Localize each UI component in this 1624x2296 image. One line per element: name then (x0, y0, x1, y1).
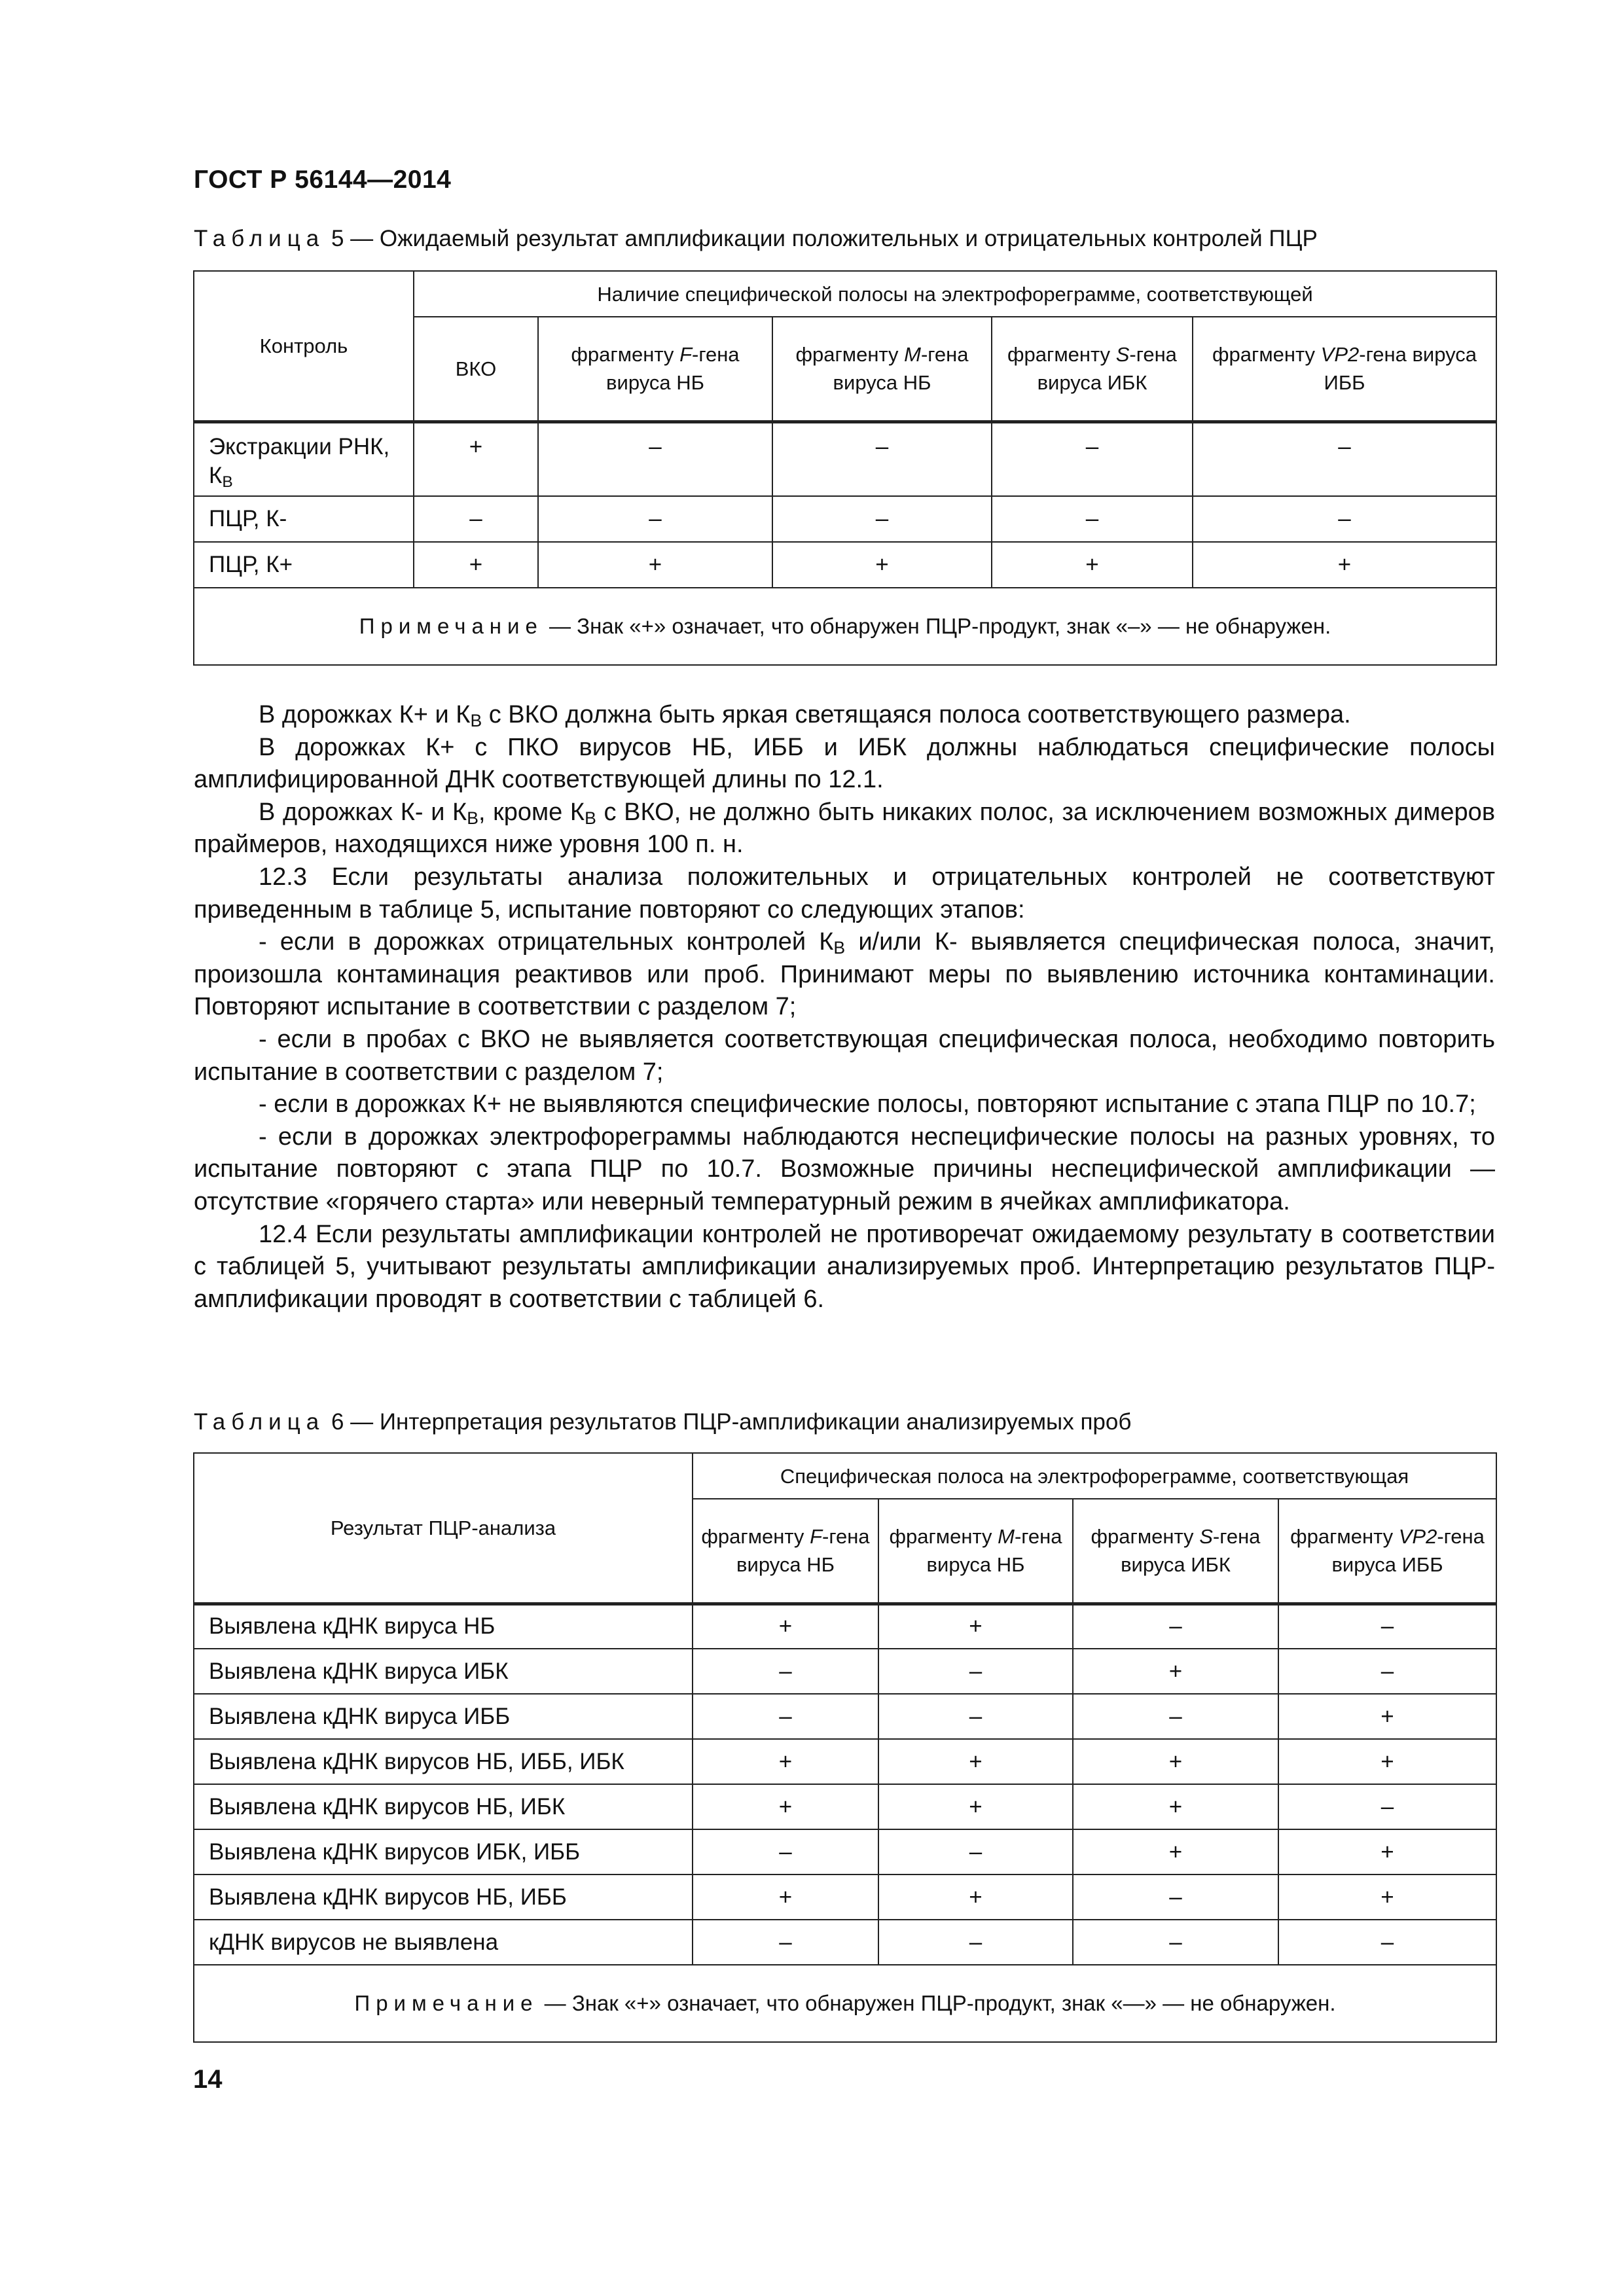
table6-header-result: Результат ПЦР-анализа (194, 1453, 693, 1604)
table5-cell: – (772, 496, 992, 542)
table6-cell: – (1278, 1784, 1496, 1829)
paragraph: - если в пробах с ВКО не выявляется соответствующая специфическая полоса, необходимо повторить испытание в соответствии с разделом 7; (194, 1025, 1495, 1086)
table5-caption (194, 226, 1318, 252)
table6-cell: – (878, 1694, 1073, 1739)
paragraph: В дорожках К+ и $К_В$ с ВКО должна быть яркая светящаяся полоса соответствующего размера. (259, 701, 1351, 730)
table-row (194, 1920, 1496, 1965)
table-row (194, 1694, 1496, 1739)
table6-caption-word: Таблица (194, 1409, 325, 1435)
table6-header-vp2: фрагменту VP2-гена вируса ИББ (1278, 1499, 1496, 1604)
table5-cell: + (538, 542, 772, 588)
table6-cell: – (1278, 1920, 1496, 1965)
table6-cell: – (1278, 1649, 1496, 1694)
table6-row-label: Выявлена кДНК вирусов НБ, ИББ, ИБК (194, 1739, 693, 1784)
table6-cell: + (693, 1784, 878, 1829)
table5-caption-text: 5 — Ожидаемый результат амплификации положительных и отрицательных контролей ПЦР (331, 226, 1318, 251)
table5-header-s: фрагменту S-гена вируса ИБК (992, 317, 1193, 422)
table5-header-group: Наличие специфической полосы на электрофореграмме, соответствующей (414, 271, 1496, 317)
table6-cell: + (1278, 1694, 1496, 1739)
table6-cell: + (1278, 1829, 1496, 1874)
document-code: ГОСТ Р 56144—2014 (194, 166, 452, 194)
table6-cell: + (693, 1604, 878, 1649)
table5-cell: – (772, 422, 992, 496)
table6-row-label: кДНК вирусов не выявлена (194, 1920, 693, 1965)
table6-row-label: Выявлена кДНК вируса НБ (194, 1604, 693, 1649)
table6-row-label: Выявлена кДНК вирусов НБ, ИББ (194, 1874, 693, 1920)
table6-cell: + (878, 1784, 1073, 1829)
table5-row-label: ПЦР, К- (194, 496, 414, 542)
table-row (194, 1874, 1496, 1920)
body-text (194, 699, 1495, 1316)
table-row (194, 1784, 1496, 1829)
table5-cell: – (538, 496, 772, 542)
table6-cell: + (693, 1739, 878, 1784)
table5-cell: – (992, 496, 1193, 542)
table6-row-label: Выявлена кДНК вирусов НБ, ИБК (194, 1784, 693, 1829)
table5-cell: + (1193, 542, 1496, 588)
table6-cell: + (1278, 1739, 1496, 1784)
table6 (193, 1452, 1497, 2043)
table5-note: Примечание — Знак «+» означает, что обнаружен ПЦР-продукт, знак «–» — не обнаружен. (194, 588, 1496, 665)
table5-header-control: Контроль (194, 271, 414, 422)
paragraph: - если в дорожках отрицательных контролей $К_В$ и/или К- выявляется специфическая полоса, значит, произошла контаминация реактивов или проб. Принимают меры по выявлению источника контаминации. Повторяют испытание в соответствии с разделом 7; (194, 928, 1495, 1021)
table5-cell: – (414, 496, 538, 542)
table-row (194, 1829, 1496, 1874)
table-row (194, 422, 1496, 496)
paragraph: В дорожках К- и $К_В$, кроме $К_В$ с ВКО, не должно быть никаких полос, за исключением возможных димеров праймеров, находящихся ниже уровня 100 п. н. (194, 798, 1496, 859)
table-row (194, 1604, 1496, 1649)
paragraph: В дорожках К+ с ПКО вирусов НБ, ИББ и ИБК должны наблюдаться специфические полосы амплифицированной ДНК соответствующей длины по 12.1. (194, 733, 1495, 794)
table6-row-label: Выявлена кДНК вируса ИББ (194, 1694, 693, 1739)
table6-cell: – (693, 1920, 878, 1965)
table6-cell: + (1073, 1829, 1278, 1874)
table6-cell: + (1073, 1649, 1278, 1694)
table6-cell: – (878, 1649, 1073, 1694)
table5-header-m: фрагменту M-гена вируса НБ (772, 317, 992, 422)
table6-caption (194, 1409, 1131, 1435)
table6-cell: – (1073, 1874, 1278, 1920)
paragraph: - если в дорожках электрофореграммы наблюдаются неспецифические полосы на разных уровнях, то испытание повторяют с этапа ПЦР по 10.7. Возможные причины неспецифической амплификации — отсутствие «горячего старта» или неверный температурный режим в ячейках амплификатора. (194, 1122, 1495, 1215)
table5-cell: – (1193, 496, 1496, 542)
table-row (194, 542, 1496, 588)
table6-cell: + (1073, 1784, 1278, 1829)
table-row (194, 1649, 1496, 1694)
table-row (194, 1739, 1496, 1784)
table5-cell: – (992, 422, 1193, 496)
table5-cell: + (414, 542, 538, 588)
paragraph: - если в дорожках К+ не выявляются специфические полосы, повторяют испытание с этапа ПЦР по 10.7; (259, 1090, 1476, 1119)
table5 (193, 270, 1497, 666)
table6-cell: – (878, 1920, 1073, 1965)
table5-cell: – (1193, 422, 1496, 496)
table5-cell: + (772, 542, 992, 588)
table5-cell: – (538, 422, 772, 496)
table6-cell: + (878, 1604, 1073, 1649)
table5-header-vp2: фрагменту VP2-гена вируса ИББ (1193, 317, 1496, 422)
table5-header-vko: ВКО (414, 317, 538, 422)
table6-cell: – (1073, 1694, 1278, 1739)
paragraph: 12.4 Если результаты амплификации контролей не противоречат ожидаемому результату в соответствии с таблицей 5, учитывают результаты амплификации анализируемых проб. Интерпретацию результатов ПЦР-амплификации проводят в соответствии с таблицей 6. (194, 1220, 1495, 1313)
table5-cell: + (414, 422, 538, 496)
table6-caption-text: 6 — Интерпретация результатов ПЦР-амплификации анализируемых проб (331, 1409, 1132, 1435)
table5-row-label: ПЦР, К+ (194, 542, 414, 588)
table6-header-group: Специфическая полоса на электрофореграмме, соответствующая (693, 1453, 1496, 1499)
table6-cell: + (1278, 1874, 1496, 1920)
table6-header-f: фрагменту F-гена вируса НБ (693, 1499, 878, 1604)
table6-cell: – (693, 1694, 878, 1739)
table6-row-label: Выявлена кДНК вирусов ИБК, ИББ (194, 1829, 693, 1874)
table6-cell: + (1073, 1739, 1278, 1784)
table6-cell: – (693, 1649, 878, 1694)
table6-note: Примечание — Знак «+» означает, что обнаружен ПЦР-продукт, знак «—» — не обнаружен. (194, 1965, 1496, 2042)
paragraph: 12.3 Если результаты анализа положительных и отрицательных контролей не соответствуют приведенным в таблице 5, испытание повторяют со следующих этапов: (194, 863, 1495, 924)
table5-row-label: Экстракции РНК, $К_В$ (194, 422, 414, 496)
table5-header-f: фрагменту F-гена вируса НБ (538, 317, 772, 422)
table-row (194, 496, 1496, 542)
table6-cell: + (878, 1874, 1073, 1920)
table6-row-label: Выявлена кДНК вируса ИБК (194, 1649, 693, 1694)
table6-header-s: фрагменту S-гена вируса ИБК (1073, 1499, 1278, 1604)
table5-cell: + (992, 542, 1193, 588)
table6-cell: – (1073, 1920, 1278, 1965)
table5-caption-word: Таблица (194, 226, 325, 251)
table6-cell: + (878, 1739, 1073, 1784)
table6-cell: – (1278, 1604, 1496, 1649)
table6-cell: + (693, 1874, 878, 1920)
table6-cell: – (878, 1829, 1073, 1874)
table6-cell: – (1073, 1604, 1278, 1649)
table6-cell: – (693, 1829, 878, 1874)
table6-header-m: фрагменту M-гена вируса НБ (878, 1499, 1073, 1604)
page-number: 14 (193, 2065, 223, 2094)
